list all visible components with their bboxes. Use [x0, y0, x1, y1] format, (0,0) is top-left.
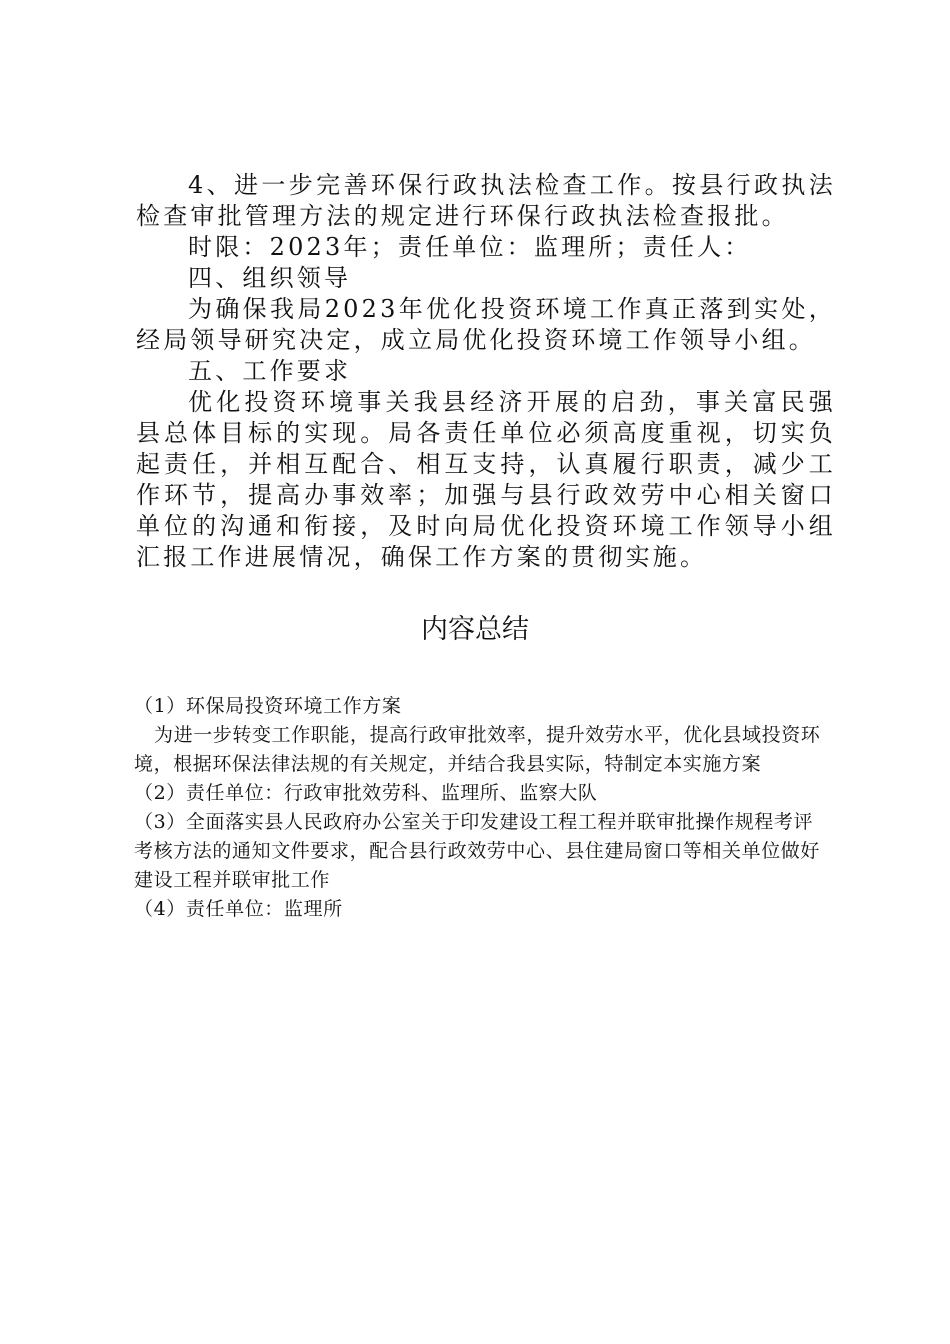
summary-item: （2）责任单位：行政审批效劳科、监理所、监察大队 [134, 782, 598, 804]
paragraph-organization: 为确保我局2023年优化投资环境工作真正落到实处，经局领导研究决定，成立局优化投资环境工作领导小组。 [136, 295, 836, 354]
summary-item: （4）责任单位：监理所 [134, 898, 343, 920]
summary-item: （1）环保局投资环境工作方案 [134, 695, 402, 717]
section-heading-organization: 四、组织领导 [188, 264, 352, 292]
summary-list [134, 692, 830, 924]
summary-title: 内容总结 [421, 614, 529, 645]
summary-item: （3）全面落实县人民政府办公室关于印发建设工程工程并联审批操作规程考评考核方法的通知文件要求，配合县行政效劳中心、县住建局窗口等相关单位做好建设工程并联审批工作 [134, 811, 821, 891]
paragraph-deadline: 时限：2023年；责任单位：监理所；责任人： [188, 233, 752, 261]
section-heading-requirements: 五、工作要求 [188, 357, 352, 385]
paragraph-item-4: 4、进一步完善环保行政执法检查工作。按县行政执法检查审批管理方法的规定进行环保行政执法检查报批。 [136, 171, 836, 230]
paragraph-requirements: 优化投资环境事关我县经济开展的启劲，事关富民强县总体目标的实现。局各责任单位必须高度重视，切实负起责任，并相互配合、相互支持，认真履行职责，减少工作环节，提高办事效率；加强与县行政效劳中心相关窗口单位的沟通和衔接，及时向局优化投资环境工作领导小组汇报工作进展情况，确保工作方案的贯彻实施。 [136, 388, 836, 571]
summary-item: 为进一步转变工作职能，提高行政审批效率，提升效劳水平，优化县域投资环境，根据环保法律法规的有关规定，并结合我县实际，特制定本实施方案 [134, 724, 821, 775]
document-body [136, 170, 836, 573]
